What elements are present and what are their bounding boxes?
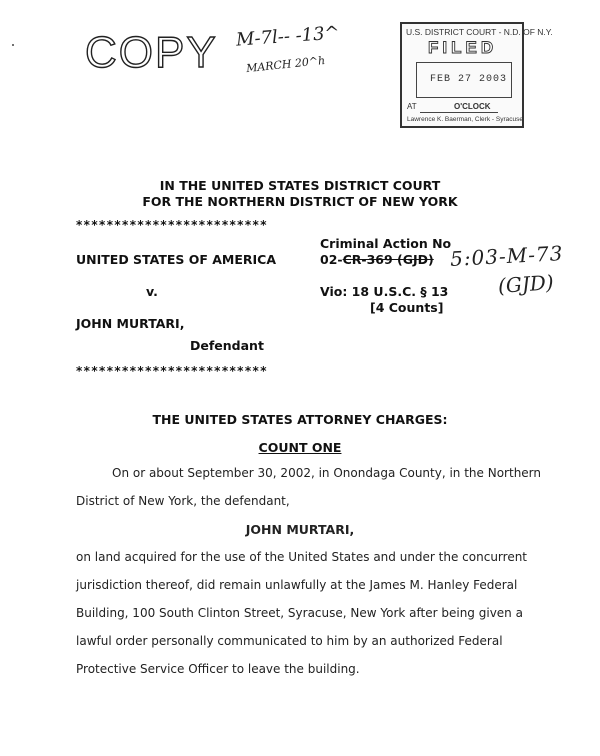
handwritten-judge: (GJD) bbox=[497, 270, 555, 298]
handwritten-date: MARCH 20^h bbox=[245, 53, 326, 76]
defendant-name: JOHN MURTARI, bbox=[76, 316, 185, 331]
action-struck: CR-369 (GJD) bbox=[342, 252, 434, 267]
stamp-at: AT bbox=[407, 102, 417, 111]
scan-speck bbox=[12, 44, 14, 46]
stamp-divider bbox=[420, 112, 498, 113]
violation: Vio: 18 U.S.C. § 13 bbox=[320, 284, 449, 299]
body-line-6: Building, 100 South Clinton Street, Syracuse, New York after being given a bbox=[76, 606, 523, 620]
stamp-date-box bbox=[416, 62, 512, 98]
body-line-8: Protective Service Officer to leave the building. bbox=[76, 662, 360, 676]
handwritten-case-ref: M-7l-- -13^ bbox=[235, 22, 341, 51]
action-number bbox=[320, 252, 434, 267]
copy-mark: COPY bbox=[85, 28, 218, 77]
stamp-filed: FILED bbox=[428, 38, 498, 57]
charges-heading: THE UNITED STATES ATTORNEY CHARGES: bbox=[152, 412, 448, 427]
versus: v. bbox=[146, 284, 158, 299]
defendant-centered: JOHN MURTARI, bbox=[245, 522, 355, 537]
caption-stars-top: ************************* bbox=[76, 218, 268, 232]
court-title-line2: FOR THE NORTHERN DISTRICT OF NEW YORK bbox=[142, 194, 458, 209]
stamp-court: U.S. DISTRICT COURT - N.D. OF N.Y. bbox=[406, 27, 553, 37]
body-line-4: on land acquired for the use of the United States and under the concurrent bbox=[76, 550, 528, 564]
caption-stars-bottom: ************************* bbox=[76, 364, 268, 378]
body-line-2: District of New York, the defendant, bbox=[76, 494, 290, 508]
action-prefix: 02- bbox=[320, 252, 343, 267]
stamp-clerk: Lawrence K. Baerman, Clerk - Syracuse bbox=[407, 116, 523, 123]
body-line-7: lawful order personally communicated to him by an authorized Federal bbox=[76, 634, 503, 648]
body-line-5: jurisdiction thereof, did remain unlawfully at the James M. Hanley Federal bbox=[76, 578, 518, 592]
handwritten-case-number: 5:03-M-73 bbox=[449, 241, 564, 271]
count-heading bbox=[0, 440, 600, 455]
defendant-label: Defendant bbox=[190, 338, 264, 353]
court-title-line1: IN THE UNITED STATES DISTRICT COURT bbox=[159, 178, 441, 193]
stamp-date: FEB 27 2003 bbox=[430, 74, 508, 85]
count-heading-text: COUNT ONE bbox=[258, 440, 342, 455]
filed-stamp bbox=[400, 22, 553, 128]
counts: [4 Counts] bbox=[370, 300, 444, 315]
stamp-oclock: O'CLOCK bbox=[454, 102, 491, 111]
action-label: Criminal Action No bbox=[320, 236, 452, 251]
body-line-1: On or about September 30, 2002, in Onondaga County, in the Northern bbox=[112, 466, 542, 480]
plaintiff: UNITED STATES OF AMERICA bbox=[76, 252, 277, 267]
